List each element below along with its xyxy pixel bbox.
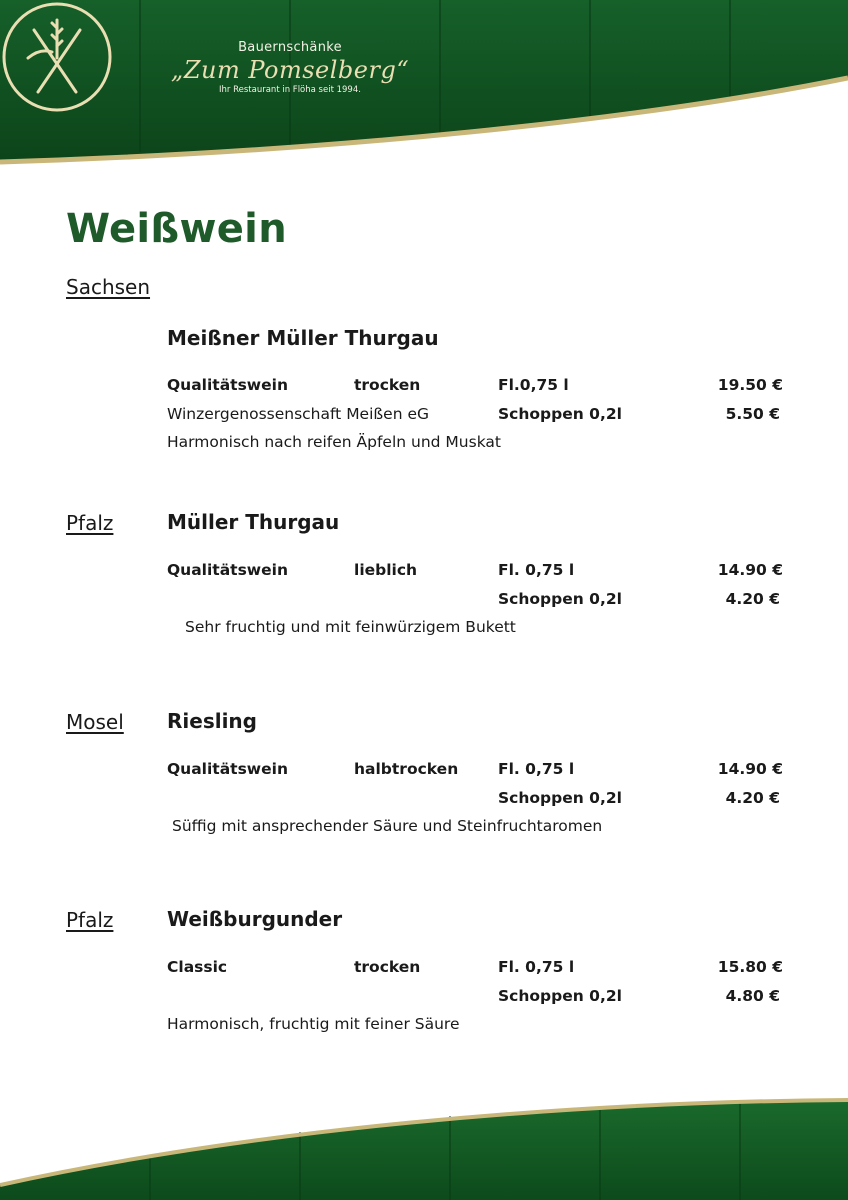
bottle-size: Fl. 0,75 l — [498, 760, 575, 778]
glass-row — [167, 590, 783, 612]
glass-row — [167, 789, 783, 811]
bottle-size: Fl. 0,75 l — [498, 561, 575, 579]
bottle-price: 19.50 € — [717, 376, 783, 394]
bottle-row — [167, 376, 783, 398]
wine-region: Pfalz — [66, 511, 114, 535]
wine-quality: Qualitätswein — [167, 376, 288, 394]
wine-quality: Qualitätswein — [167, 561, 288, 579]
wine-name: Meißner Müller Thurgau — [167, 326, 439, 350]
bottle-size: Fl. 0,75 l — [498, 958, 575, 976]
wine-style: trocken — [354, 958, 421, 976]
glass-size: Schoppen 0,2l — [498, 789, 622, 807]
bottle-price: 15.80 € — [717, 958, 783, 976]
bottle-row — [167, 760, 783, 782]
page-title: Weißwein — [66, 206, 287, 252]
wine-description: Harmonisch nach reifen Äpfeln und Muskat — [167, 433, 501, 451]
wine-quality: Classic — [167, 958, 228, 976]
restaurant-logo-icon — [0, 0, 114, 114]
glass-row — [167, 405, 783, 427]
glass-price: 4.20 € — [725, 590, 780, 608]
bottle-price: 14.90 € — [717, 760, 783, 778]
glass-size: Schoppen 0,2l — [498, 987, 622, 1005]
wine-name: Riesling — [167, 709, 257, 733]
wine-description: Sehr fruchtig und mit feinwürzigem Bukett — [185, 618, 516, 636]
wine-name: Weißburgunder — [167, 907, 343, 931]
header-banner — [0, 0, 848, 175]
glass-size: Schoppen 0,2l — [498, 590, 622, 608]
glass-price: 4.80 € — [725, 987, 780, 1005]
wood-footer-graphic — [0, 1090, 848, 1200]
brand-tagline: Ihr Restaurant in Flöha seit 1994. — [219, 85, 361, 95]
wine-producer: Winzergenossenschaft Meißen eG — [167, 405, 430, 423]
restaurant-brand — [160, 40, 420, 95]
glass-size: Schoppen 0,2l — [498, 405, 622, 423]
glass-price: 5.50 € — [725, 405, 780, 423]
footer-banner — [0, 1090, 848, 1200]
wine-name: Müller Thurgau — [167, 510, 340, 534]
glass-row — [167, 987, 783, 1009]
bottle-size: Fl.0,75 l — [498, 376, 569, 394]
bottle-price: 14.90 € — [717, 561, 783, 579]
glass-price: 4.20 € — [725, 789, 780, 807]
brand-top-line: Bauernschänke — [238, 40, 342, 55]
wood-banner-graphic — [0, 0, 848, 175]
wine-region: Mosel — [66, 710, 124, 734]
bottle-row — [167, 561, 783, 583]
wine-style: trocken — [354, 376, 421, 394]
wine-description: Harmonisch, fruchtig mit feiner Säure — [167, 1015, 460, 1033]
wine-region: Pfalz — [66, 908, 114, 932]
wine-quality: Qualitätswein — [167, 760, 288, 778]
wine-style: halbtrocken — [354, 760, 459, 778]
wine-style: lieblich — [354, 561, 418, 579]
restaurant-name: „Zum Pomselberg“ — [170, 56, 410, 84]
wine-description: Süffig mit ansprechender Säure und Steinfruchtaromen — [172, 817, 603, 835]
wine-region: Sachsen — [66, 275, 151, 299]
bottle-row — [167, 958, 783, 980]
